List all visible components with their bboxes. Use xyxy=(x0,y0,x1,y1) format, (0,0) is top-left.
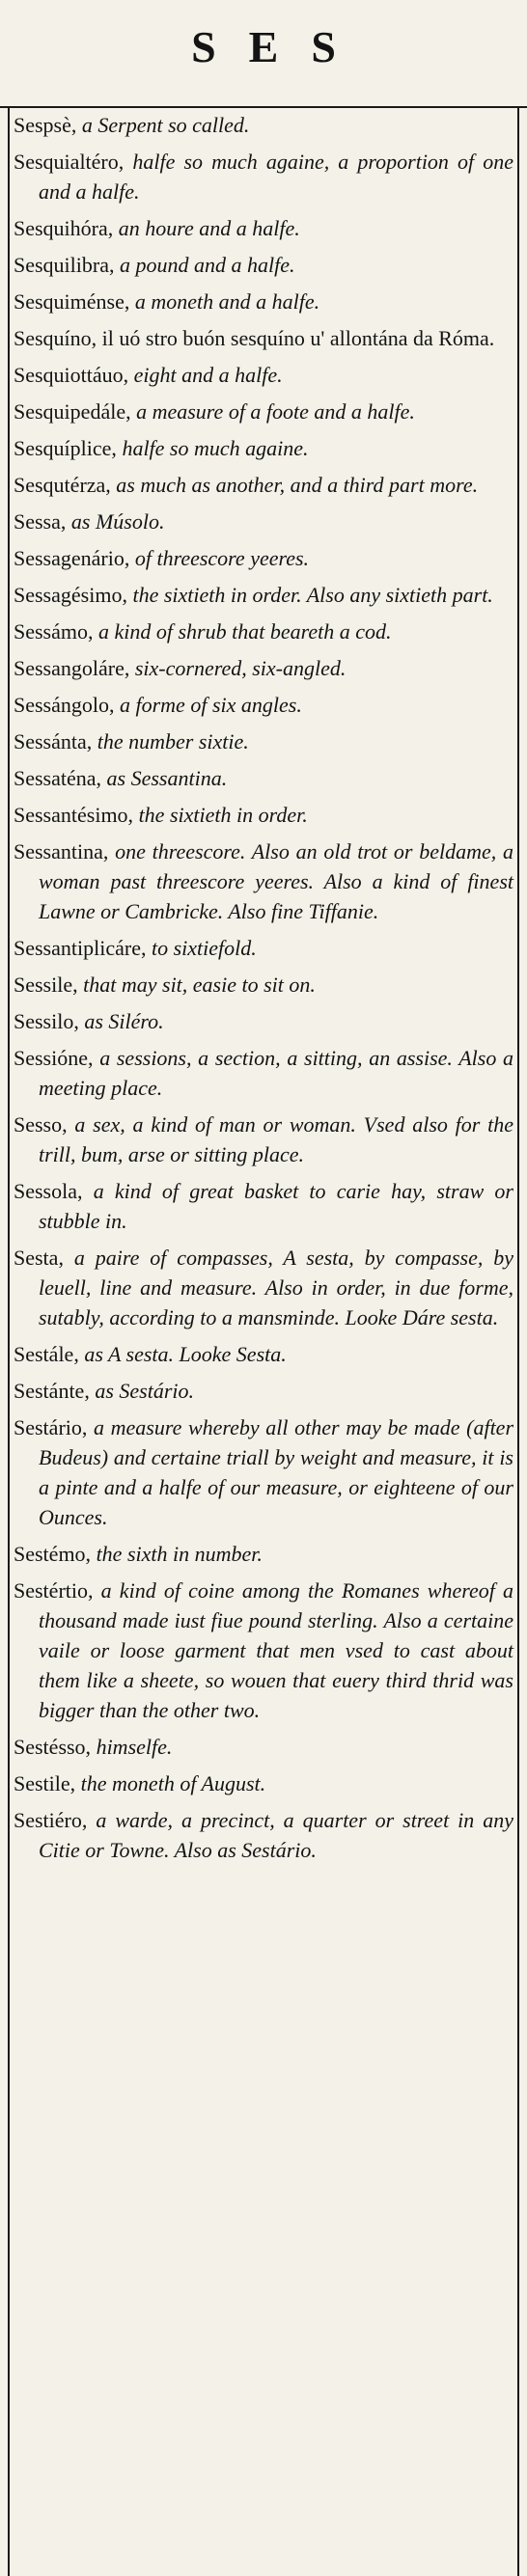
entry-definition: as Músolo. xyxy=(70,509,165,534)
entry-headword: Sessa, xyxy=(14,509,67,534)
dictionary-entry xyxy=(14,970,513,1000)
entry-definition: as Siléro. xyxy=(84,1009,164,1033)
dictionary-entry xyxy=(14,287,513,316)
entry-headword: Sesquíno, il uó stro buón sesquíno u' allontána da Róma. xyxy=(14,326,495,350)
dictionary-entry xyxy=(14,1732,513,1762)
entry-definition: a measure whereby all other may be made (after Budeus) and certaine triall by weight and measure, it is a pinte and a halfe of our measure, or eighteene of our Ounces. xyxy=(39,1415,514,1529)
dictionary-entry xyxy=(14,1006,513,1036)
entry-definition: to sixtiefold. xyxy=(151,936,257,960)
dictionary-entry xyxy=(14,617,513,646)
dictionary-entry xyxy=(14,1805,513,1865)
dictionary-entry xyxy=(14,726,513,756)
dictionary-entry xyxy=(14,690,513,720)
entry-headword: Sessagésimo, xyxy=(14,583,127,607)
entry-definition: one threescore. Also an old trot or beldame, a woman past threescore yeeres. Also a kind of finest Lawne or Cambricke. Also fine Tiffanie. xyxy=(39,839,514,923)
dictionary-entry xyxy=(14,250,513,280)
entry-definition: an houre and a halfe. xyxy=(118,216,300,240)
entry-headword: Sessantésimo, xyxy=(14,803,134,827)
dictionary-entry xyxy=(14,1176,513,1236)
dictionary-entry xyxy=(14,110,513,140)
entry-definition: as Sestário. xyxy=(95,1379,195,1403)
entry-definition: as A sesta. Looke Sesta. xyxy=(84,1342,287,1366)
entry-definition: six-cornered, six-angled. xyxy=(134,656,347,680)
dictionary-entry xyxy=(14,147,513,206)
dictionary-entry xyxy=(14,1376,513,1406)
dictionary-entry xyxy=(14,213,513,243)
entry-definition: the moneth of August. xyxy=(80,1771,266,1795)
entry-headword: Sessángolo, xyxy=(14,693,115,717)
dictionary-entry xyxy=(14,1412,513,1532)
entry-definition: a measure of a foote and a halfe. xyxy=(136,399,415,424)
entry-headword: Sesquipedále, xyxy=(14,399,131,424)
entry-headword: Sessagenário, xyxy=(14,546,130,570)
dictionary-entry xyxy=(14,360,513,390)
entry-headword: Sesta, xyxy=(14,1246,64,1270)
entry-headword: Sesquíplice, xyxy=(14,436,117,460)
entry-headword: Sestánte, xyxy=(14,1379,90,1403)
entry-definition: a sessions, a section, a sitting, an assise. Also a meeting place. xyxy=(39,1046,514,1100)
dictionary-entry xyxy=(14,1768,513,1798)
dictionary-entry xyxy=(14,800,513,830)
dictionary-entry xyxy=(14,433,513,463)
entry-headword: Sesquialtéro, xyxy=(14,150,125,174)
entry-headword: Sestário, xyxy=(14,1415,88,1439)
entry-definition: the sixtieth in order. xyxy=(138,803,308,827)
entry-headword: Sespsè, xyxy=(14,113,77,137)
entry-headword: Sessangoláre, xyxy=(14,656,130,680)
entry-definition: a warde, a precinct, a quarter or street in any Citie or Towne. Also as Sestário. xyxy=(39,1808,513,1862)
entry-definition: a forme of six angles. xyxy=(120,693,302,717)
entry-definition: a kind of shrub that beareth a cod. xyxy=(98,619,392,644)
entry-definition: as Sessantina. xyxy=(106,766,228,790)
entry-definition: eight and a halfe. xyxy=(133,363,283,387)
dictionary-entry xyxy=(14,836,513,926)
dictionary-entry xyxy=(14,653,513,683)
entry-definition: a kind of great basket to carie hay, straw or stubble in. xyxy=(39,1179,513,1233)
entry-headword: Sesquihóra, xyxy=(14,216,114,240)
entry-headword: Sestiéro, xyxy=(14,1808,88,1832)
dictionary-entry xyxy=(14,470,513,500)
entry-headword: Sessilo, xyxy=(14,1009,79,1033)
entry-definition: a kind of coine among the Romanes whereof a thousand made iust fiue pound sterling. Also a certaine vaile or loose garment that men vsed to cast about them like a sheete, so wouen that euery third thrid was bigger than the other two. xyxy=(39,1578,514,1722)
entry-definition: a sex, a kind of man or woman. Vsed also for the trill, bum, arse or sitting place. xyxy=(39,1112,513,1166)
entry-headword: Sestémo, xyxy=(14,1542,92,1566)
dictionary-entry xyxy=(14,323,513,353)
dictionary-entry xyxy=(14,763,513,793)
entry-headword: Sessantina, xyxy=(14,839,109,863)
entry-definition: as much as another, and a third part more. xyxy=(116,473,479,497)
entry-headword: Sesquiottáuo, xyxy=(14,363,129,387)
entry-definition: a paire of compasses, A sesta, by compasse, by leuell, line and measure. Also in order, in due forme, sutably, according to a mansminde. Looke Dáre sesta. xyxy=(39,1246,513,1329)
entry-headword: Sesquilibra, xyxy=(14,253,115,277)
dictionary-entry xyxy=(14,1243,513,1332)
entry-definition: himselfe. xyxy=(96,1735,173,1759)
dictionary-entry xyxy=(14,1539,513,1569)
dictionary-entry xyxy=(14,933,513,963)
dictionary-entry xyxy=(14,397,513,426)
entry-headword: Sessaténa, xyxy=(14,766,102,790)
entry-definition: the sixtieth in order. Also any sixtieth part. xyxy=(132,583,493,607)
dictionary-entry xyxy=(14,1339,513,1369)
entry-definition: of threescore yeeres. xyxy=(134,546,310,570)
entry-headword: Sesso, xyxy=(14,1112,68,1137)
entry-headword: Sessantiplicáre, xyxy=(14,936,147,960)
entry-headword: Sestile, xyxy=(14,1771,76,1795)
entry-headword: Sestále, xyxy=(14,1342,79,1366)
running-head: SES xyxy=(191,22,369,71)
entry-definition: a pound and a halfe. xyxy=(120,253,295,277)
entries-column xyxy=(0,106,527,2576)
entry-definition: a Serpent so called. xyxy=(81,113,250,137)
entry-definition: the number sixtie. xyxy=(97,729,249,754)
dictionary-entry xyxy=(14,580,513,610)
page-header xyxy=(0,0,527,108)
entry-definition: a moneth and a halfe. xyxy=(134,289,320,314)
dictionary-entry xyxy=(14,507,513,536)
entry-headword: Sesqutérza, xyxy=(14,473,111,497)
entry-definition: that may sit, easie to sit on. xyxy=(83,973,316,997)
entry-headword: Sestértio, xyxy=(14,1578,94,1603)
dictionary-entry xyxy=(14,1576,513,1725)
entry-definition: halfe so much againe. xyxy=(122,436,309,460)
entry-headword: Sessile, xyxy=(14,973,78,997)
entry-headword: Sessióne, xyxy=(14,1046,94,1070)
entry-definition: the sixth in number. xyxy=(96,1542,263,1566)
dictionary-entry xyxy=(14,1043,513,1103)
dictionary-entry xyxy=(14,1110,513,1169)
entry-headword: Sestésso, xyxy=(14,1735,92,1759)
entry-headword: Sessánta, xyxy=(14,729,93,754)
dictionary-entry xyxy=(14,543,513,573)
entry-definition: halfe so much againe, a proportion of one and a halfe. xyxy=(39,150,513,204)
entry-headword: Sessola, xyxy=(14,1179,83,1203)
entry-headword: Sessámo, xyxy=(14,619,94,644)
entry-headword: Sesquiménse, xyxy=(14,289,130,314)
